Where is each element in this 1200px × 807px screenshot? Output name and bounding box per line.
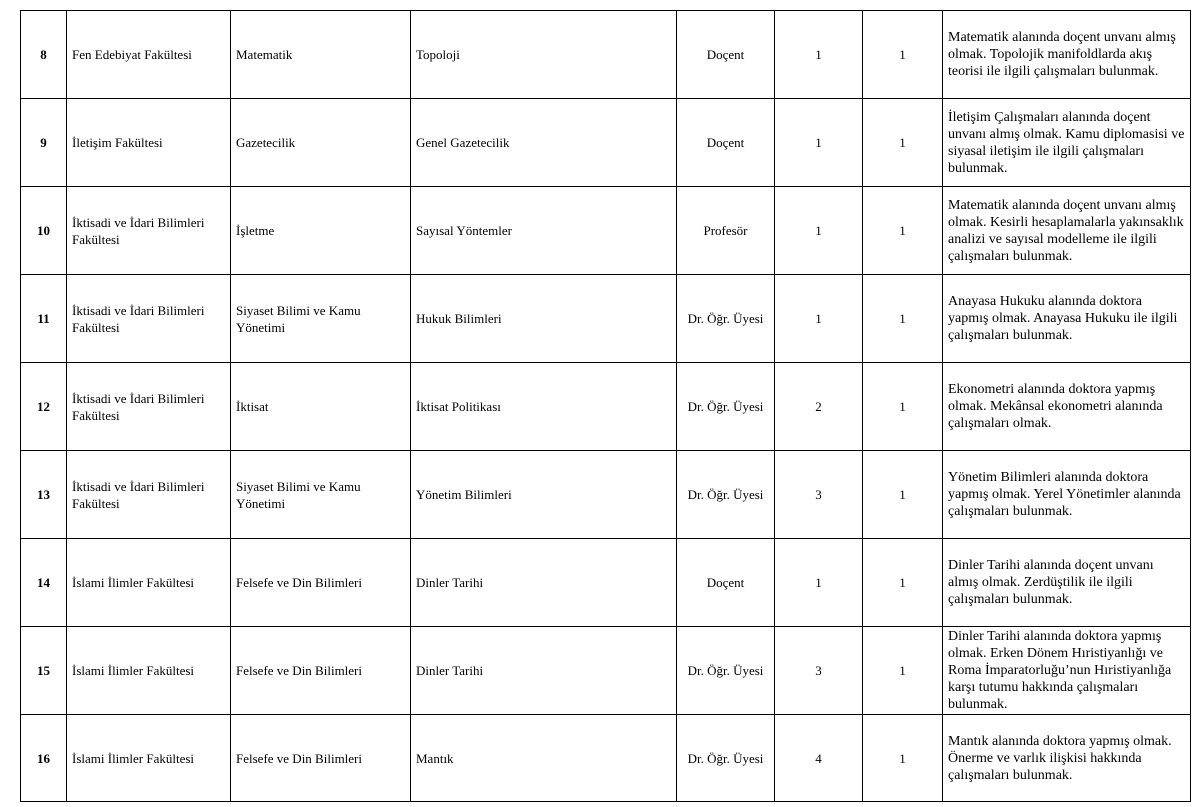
title-cell: Dr. Öğr. Üyesi [677,275,775,363]
title-cell: Dr. Öğr. Üyesi [677,627,775,715]
requirement-cell: Matematik alanında doçent unvanı almış olmak. Topolojik manifoldlarda akış teorisi ile ilgili çalışmaları bulunmak. [943,11,1191,99]
faculty-cell: İslami İlimler Fakültesi [67,627,231,715]
faculty-cell: İletişim Fakültesi [67,99,231,187]
row-number: 9 [21,99,67,187]
title-cell: Doçent [677,11,775,99]
requirement-cell: İletişim Çalışmaları alanında doçent unvanı almış olmak. Kamu diplomasisi ve siyasal iletişim ile ilgili çalışmaları bulunmak. [943,99,1191,187]
positions-table [20,10,1191,802]
department-cell: İktisat [231,363,411,451]
field-cell: Sayısal Yöntemler [411,187,677,275]
field-cell: Topoloji [411,11,677,99]
faculty-cell: İktisadi ve İdari Bilimleri Fakültesi [67,363,231,451]
positions-cell: 4 [775,715,863,802]
requirement-cell: Yönetim Bilimleri alanında doktora yapmış olmak. Yerel Yönetimler alanında çalışmaları bulunmak. [943,451,1191,539]
department-cell: Gazetecilik [231,99,411,187]
faculty-cell: İslami İlimler Fakültesi [67,715,231,802]
unvan-count-cell: 1 [863,715,943,802]
unvan-count-cell: 1 [863,187,943,275]
unvan-count-cell: 1 [863,11,943,99]
field-cell: Mantık [411,715,677,802]
table-row [21,187,1191,275]
requirement-cell: Dinler Tarihi alanında doktora yapmış olmak. Erken Dönem Hıristiyanlığı ve Roma İmparatorluğu’nun Hıristiyanlığa karşı tutumu hakkında çalışmaları bulunmak. [943,627,1191,715]
faculty-cell: Fen Edebiyat Fakültesi [67,11,231,99]
table-row [21,627,1191,715]
unvan-count-cell: 1 [863,275,943,363]
department-cell: Siyaset Bilimi ve Kamu Yönetimi [231,451,411,539]
positions-cell: 3 [775,451,863,539]
requirement-cell: Matematik alanında doçent unvanı almış olmak. Kesirli hesaplamalarla yakınsaklık analizi ve sayısal modelleme ile ilgili çalışmaları bulunmak. [943,187,1191,275]
field-cell: Genel Gazetecilik [411,99,677,187]
positions-cell: 2 [775,363,863,451]
row-number: 13 [21,451,67,539]
unvan-count-cell: 1 [863,627,943,715]
table-row [21,11,1191,99]
department-cell: İşletme [231,187,411,275]
department-cell: Felsefe ve Din Bilimleri [231,715,411,802]
faculty-cell: İktisadi ve İdari Bilimleri Fakültesi [67,187,231,275]
table-row [21,451,1191,539]
title-cell: Dr. Öğr. Üyesi [677,451,775,539]
department-cell: Felsefe ve Din Bilimleri [231,539,411,627]
requirement-cell: Mantık alanında doktora yapmış olmak. Önerme ve varlık ilişkisi hakkında çalışmaları bulunmak. [943,715,1191,802]
field-cell: Dinler Tarihi [411,627,677,715]
row-number: 8 [21,11,67,99]
unvan-count-cell: 1 [863,539,943,627]
field-cell: İktisat Politikası [411,363,677,451]
table-row [21,715,1191,802]
requirement-cell: Ekonometri alanında doktora yapmış olmak. Mekânsal ekonometri alanında çalışmaları olmak. [943,363,1191,451]
faculty-cell: İktisadi ve İdari Bilimleri Fakültesi [67,451,231,539]
department-cell: Matematik [231,11,411,99]
row-number: 15 [21,627,67,715]
positions-cell: 1 [775,539,863,627]
requirement-cell: Anayasa Hukuku alanında doktora yapmış olmak. Anayasa Hukuku ile ilgili çalışmaları bulunmak. [943,275,1191,363]
row-number: 12 [21,363,67,451]
unvan-count-cell: 1 [863,451,943,539]
row-number: 10 [21,187,67,275]
faculty-cell: İktisadi ve İdari Bilimleri Fakültesi [67,275,231,363]
unvan-count-cell: 1 [863,99,943,187]
positions-cell: 1 [775,187,863,275]
department-cell: Felsefe ve Din Bilimleri [231,627,411,715]
field-cell: Hukuk Bilimleri [411,275,677,363]
table-body [21,11,1191,802]
title-cell: Dr. Öğr. Üyesi [677,363,775,451]
unvan-count-cell: 1 [863,363,943,451]
positions-cell: 1 [775,11,863,99]
positions-cell: 1 [775,99,863,187]
table-row [21,539,1191,627]
table-row [21,99,1191,187]
department-cell: Siyaset Bilimi ve Kamu Yönetimi [231,275,411,363]
row-number: 14 [21,539,67,627]
table-row [21,363,1191,451]
title-cell: Dr. Öğr. Üyesi [677,715,775,802]
table-row [21,275,1191,363]
requirement-cell: Dinler Tarihi alanında doçent unvanı almış olmak. Zerdüştilik ile ilgili çalışmaları bulunmak. [943,539,1191,627]
field-cell: Yönetim Bilimleri [411,451,677,539]
title-cell: Doçent [677,539,775,627]
positions-cell: 1 [775,275,863,363]
row-number: 16 [21,715,67,802]
positions-cell: 3 [775,627,863,715]
faculty-cell: İslami İlimler Fakültesi [67,539,231,627]
row-number: 11 [21,275,67,363]
field-cell: Dinler Tarihi [411,539,677,627]
title-cell: Doçent [677,99,775,187]
title-cell: Profesör [677,187,775,275]
